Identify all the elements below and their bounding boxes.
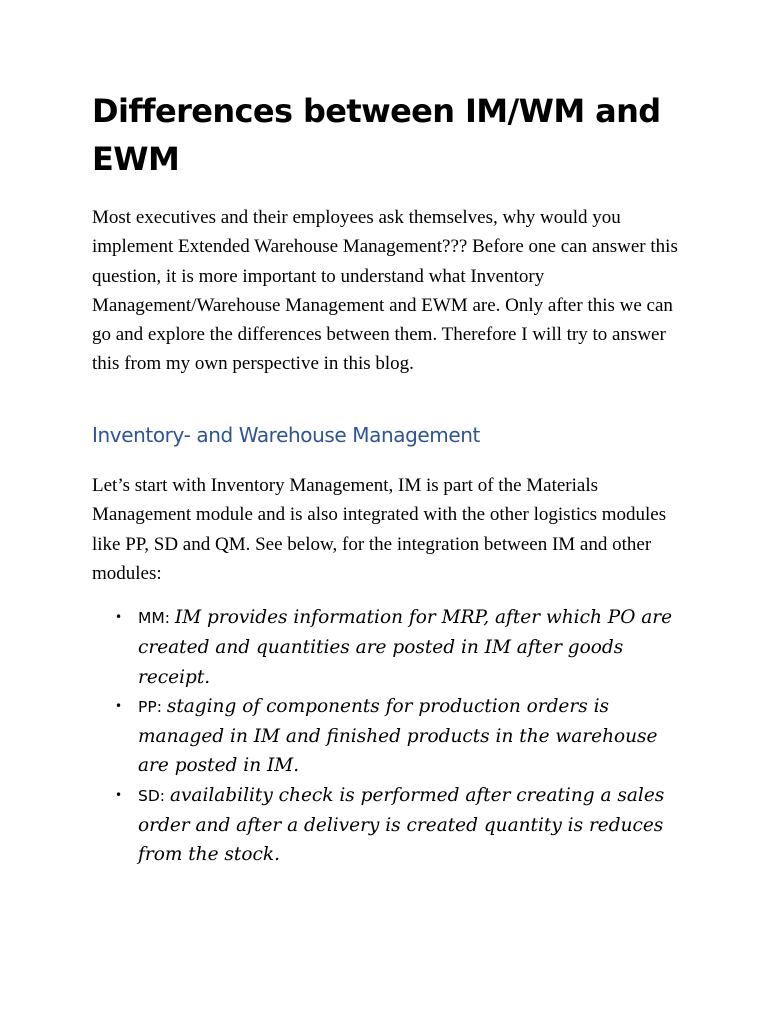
intro-paragraph: Most executives and their employees ask themselves, why would you implement Extended Warehouse Management??? Before one can answer this question, it is more important to understand what Inventory Management/Warehouse Management and EWM are. Only after this we can go and explore the differences between them. Therefore I will try to answer this from my own perspective in this blog. <box>92 207 678 375</box>
bullet-label: PP: <box>138 697 167 716</box>
bullet-text: IM provides information for MRP, after which PO are created and quantities are posted in IM after goods receipt. <box>138 607 673 688</box>
section-paragraph: Let’s start with Inventory Management, IM is part of the Materials Management module and is also integrated with the other logistics modules like PP, SD and QM. See below, for the integration between IM and other modules: <box>92 475 667 584</box>
list-item-sd <box>92 781 678 870</box>
bullet-marker: • <box>115 787 123 802</box>
section-heading: Inventory- and Warehouse Management <box>92 423 480 447</box>
bullet-label: MM: <box>138 609 175 627</box>
list-item-mm <box>92 603 678 692</box>
bullet-marker: • <box>115 698 123 713</box>
page-title: Differences between IM/WM and EWM <box>92 92 661 178</box>
bullet-label: SD: <box>138 786 170 805</box>
bullet-marker: • <box>115 610 123 624</box>
bullet-text: availability check is performed after creating a sales order and after a delivery is created quantity is reduces from the stock. <box>138 784 665 866</box>
list-item-pp <box>92 692 678 781</box>
bullet-text: staging of components for production orders is managed in IM and finished products in the warehouse are posted in IM. <box>138 695 658 777</box>
integration-list <box>92 603 692 870</box>
